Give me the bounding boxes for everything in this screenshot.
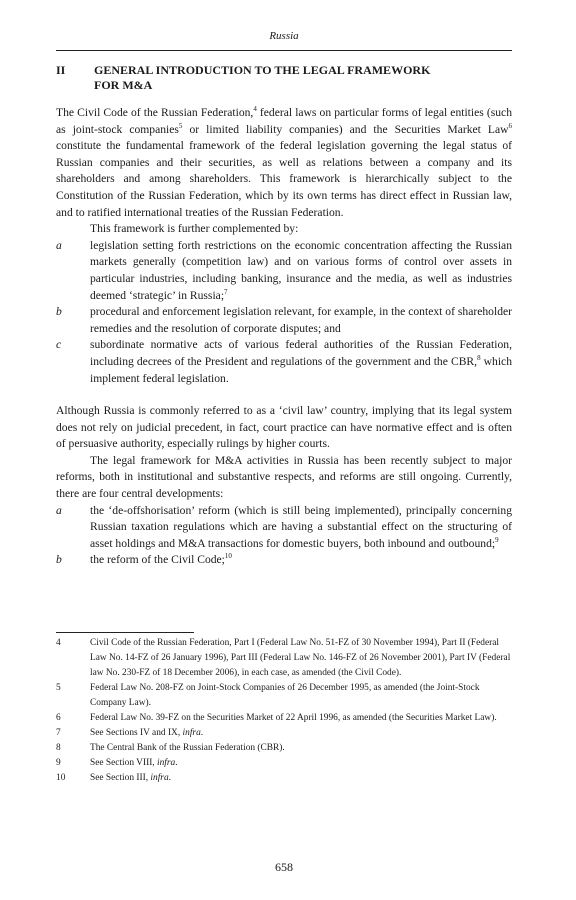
- footnote-ref-9[interactable]: 9: [495, 535, 499, 544]
- list-complement: [56, 238, 512, 387]
- footnote-10: 10 See Section III, infra.: [56, 773, 171, 783]
- footnote-ref-4[interactable]: 4: [253, 105, 257, 114]
- footnote-7: 7 See Sections IV and IX, infra.: [56, 728, 204, 738]
- running-head: Russia: [269, 30, 299, 42]
- list-marker: b: [56, 553, 62, 567]
- paragraph-civil-law: Although Russia is commonly referred to as a ‘civil law’ country, implying that its legal system does not rely on judicial precedent, in fact, court practice can have normative effect and is often of persuasive authority, especially rulings by higher courts.: [56, 404, 512, 451]
- footnote-rule: [56, 632, 194, 633]
- list-marker: a: [56, 238, 62, 252]
- footnote-5: 5 Federal Law No. 208-FZ on Joint-Stock Companies of 26 December 1995, as amended (the Joint-Stock Company Law).: [56, 683, 480, 708]
- footnote-ref-6[interactable]: 6: [508, 121, 513, 130]
- section-heading: [56, 63, 512, 93]
- list-marker: b: [56, 305, 62, 319]
- list-item: b procedural and enforcement legislation relevant, for example, in the context of shareholder remedies and the resolution of corporate disputes; and: [56, 304, 512, 337]
- list-developments: [56, 503, 512, 569]
- list-item: c subordinate normative acts of various federal authorities of the Russian Federation, including decrees of the President and regulations of the government and the CBR,$^8$ which implement federal legislation.: [56, 337, 512, 387]
- document-page: [56, 0, 512, 900]
- section-number: II: [56, 63, 66, 77]
- paragraph-intro: The Civil Code of the Russian Federation,$^4$ federal laws on particular forms of legal entities (such as joint-stock companies$^5$ or limited liability companies) and the Securities Market Law$^6$ constitute the fundamental framework of the federal legislation governing the legal status of Russian companies and their securities, as well as relations between a company and its shareholders and among shareholders. This framework is hierarchically subject to the Constitution of the Russian Federation, which by its own terms has direct effect in Russian law, and to ratified international treaties of the Russian Federation.: [56, 105, 513, 219]
- footnote-8: 8 The Central Bank of the Russian Federation (CBR).: [56, 743, 285, 753]
- header-rule: [56, 50, 512, 51]
- page-number: 658: [275, 860, 293, 874]
- footnote-ref-8[interactable]: 8: [477, 354, 481, 363]
- section-title: GENERAL INTRODUCTION TO THE LEGAL FRAMEWORK FOR M&A: [94, 63, 431, 92]
- footnote-4: 4 Civil Code of the Russian Federation, Part I (Federal Law No. 51-FZ of 30 November 1994), Part II (Federal Law No. 14-FZ of 26 January 1996), Part III (Federal Law No. 146-FZ of 26 November 2001), Part IV (Federal law No. 230-FZ of 18 December 2006), in each case, as amended (the Civil Code).: [56, 638, 511, 678]
- list-marker: c: [56, 338, 62, 352]
- list-item: a the ‘de-offshorisation’ reform (which is still being implemented), principally concerning Russian taxation regulations which are having a substantial effect on the structuring of asset holdings and M&A transactions for domestic buyers, both inbound and outbound;$^9$: [56, 503, 512, 553]
- list-marker: a: [56, 503, 62, 517]
- paragraph-reforms: The legal framework for M&A activities in Russia has been recently subject to major reforms, both in institutional and substantive respects, and reforms are still ongoing. Currently, there are four central developments:: [56, 453, 512, 501]
- footnote-ref-7[interactable]: 7: [224, 287, 228, 296]
- footnote-ref-5[interactable]: 5: [178, 121, 183, 130]
- list-item: b the reform of the Civil Code;$^{10}$: [56, 552, 512, 569]
- footnote-ref-10[interactable]: 10: [224, 552, 232, 561]
- footnote-6: 6 Federal Law No. 39-FZ on the Securities Market of 22 April 1996, as amended (the Securities Market Law).: [56, 713, 497, 723]
- footnote-9: 9 See Section VIII, infra.: [56, 758, 178, 768]
- list-item: a legislation setting forth restrictions on the economic concentration affecting the Russian markets generally (competition law) and on various forms of control over assets in particular industries, including banking, insurance and the media, as well as industries deemed ‘strategic’ in Russia;$^7$: [56, 238, 512, 304]
- footnotes: [56, 636, 512, 786]
- paragraph-complement: This framework is further complemented by:: [90, 222, 299, 236]
- body-text: [56, 105, 512, 569]
